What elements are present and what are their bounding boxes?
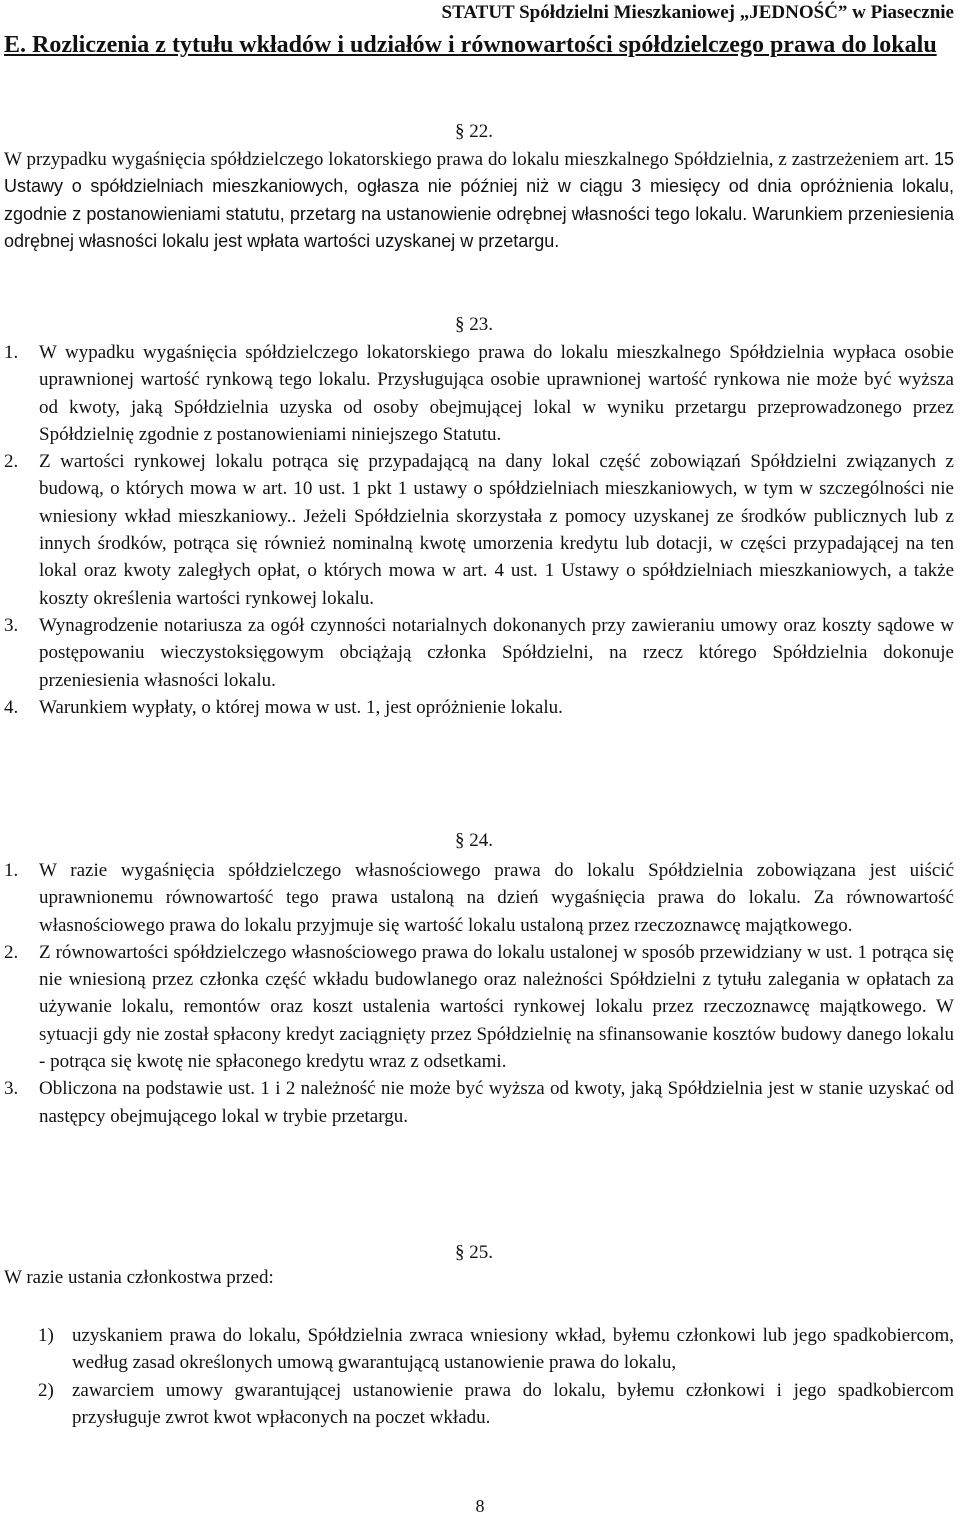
list-item-number: 1): [38, 1325, 54, 1346]
running-header: STATUT Spółdzielni Mieszkaniowej „JEDNOŚĆ” w Piasecznie: [441, 2, 954, 23]
list-item-text: Warunkiem wypłaty, o której mowa w ust. 1, jest opróżnienie lokalu.: [39, 696, 563, 718]
list-item-number: 1.: [4, 342, 19, 363]
list-item: [4, 612, 954, 694]
list-item: [38, 1377, 954, 1432]
list-item-number: 2.: [4, 451, 19, 473]
list-item-text: Z równowartości spółdzielczego własnościowego prawa do lokalu ustalonej w sposób przewidziany w ust. 1 potrąca się nie wniesioną przez członka część wkładu budowlanego oraz należności Spółdzielni z tytułu zalegania w opłatach za używanie lokalu, remontów oraz koszt ustalenia wartości rynkowej lokalu przez rzeczoznawcę majątkowego. W sytuacji gdy nie został spłacony kredyt zaciągnięty przez Spółdzielnię na sfinansowanie kosztów budowy danego lokalu - potrąca się kwotę nie spłaconego kredytu wraz z odsetkami.: [39, 941, 954, 1073]
list-item-text: uzyskaniem prawa do lokalu, Spółdzielnia zwraca wniesiony wkład, byłemu członkowi lub jego spadkobiercom, według zasad określonych umową gwarantującą ustanowienie prawa do lokalu,: [72, 1325, 954, 1374]
paragraph-22-text: [4, 146, 954, 255]
paragraph-22-mark: § 22.: [455, 121, 493, 142]
list-item: [38, 1322, 954, 1377]
list-item: [4, 939, 954, 1075]
list-item: [4, 339, 954, 448]
list-item-number: 1.: [4, 860, 19, 881]
paragraph-25-intro: W razie ustania członkostwa przed:: [4, 1267, 274, 1288]
list-item: [4, 857, 954, 939]
paragraph-23-list: [4, 339, 954, 721]
list-item-number: 4.: [4, 696, 19, 718]
paragraph-24-list: [4, 857, 954, 1130]
paragraph-22-text-serif: W przypadku wygaśnięcia spółdzielczego lokatorskiego prawa do lokalu mieszkalnego Spółdzielnia, z zastrzeżeniem art.: [4, 149, 934, 170]
paragraph-23-mark: § 23.: [455, 314, 493, 335]
list-item-number: 3.: [4, 614, 19, 636]
list-item: [4, 448, 954, 612]
section-title: E. Rozliczenia z tytułu wkładów i udziałów i równowartości spółdzielczego prawa do lokalu: [4, 32, 937, 58]
list-item-text: Obliczona na podstawie ust. 1 i 2 należność nie może być wyższa od kwoty, jaką Spółdzielnia jest w stanie uzyskać od następcy obejmującego lokal w trybie przetargu.: [39, 1078, 954, 1127]
list-item-text: W wypadku wygaśnięcia spółdzielczego lokatorskiego prawa do lokalu mieszkalnego Spółdzielnia wypłaca osobie uprawnionej wartość rynkową tego lokalu. Przysługująca osobie uprawnionej wartość rynkowa nie może być wyższa od kwoty, jaką Spółdzielnia uzyska od osoby obejmującej lokal w wyniku przetargu przeprowadzonego przez Spółdzielnię zgodnie z postanowieniami niniejszego Statutu.: [39, 342, 954, 445]
list-item: [4, 1075, 954, 1130]
paragraph-25-mark: § 25.: [455, 1242, 493, 1263]
list-item-number: 3.: [4, 1078, 19, 1100]
list-item: [4, 694, 954, 721]
paragraph-22-text-sans: 15 Ustawy o spółdzielniach mieszkaniowych, ogłasza nie później niż w ciągu 3 miesięcy od dnia opróżnienia lokalu, zgodnie z postanowieniami statutu, przetarg na ustanowienie odrębnej własności tego lokalu. Warunkiem przeniesienia odrębnej własności lokalu jest wpłata wartości uzyskanej w przetargu.: [4, 149, 954, 251]
page-number: 8: [475, 1496, 485, 1516]
list-item-text: Z wartości rynkowej lokalu potrąca się przypadającą na dany lokal część zobowiązań Spółdzielni związanych z budową, o których mowa w art. 10 ust. 1 pkt 1 ustawy o spółdzielniach mieszkaniowych, w tym w szczególności nie wniesiony wkład mieszkaniowy.. Jeżeli Spółdzielnia skorzystała z pomocy uzyskanej ze środków publicznych lub z innych środków, potrąca się również nominalną kwotę umorzenia kredytu lub dotacji, w części przypadającej na ten lokal oraz kwoty zaległych opłat, o których mowa w art. 4 ust. 1 Ustawy o spółdzielniach mieszkaniowych, a także koszty określenia wartości rynkowej lokalu.: [39, 451, 954, 609]
list-item-text: W razie wygaśnięcia spółdzielczego własnościowego prawa do lokalu Spółdzielnia zobowiązana jest uiścić uprawnionemu równowartość tego prawa ustaloną na dzień wygaśnięcia prawa do lokalu. Za równowartość własnościowego prawa do lokalu przyjmuje się wartość lokalu ustaloną przez rzeczoznawcę majątkowego.: [39, 860, 954, 936]
list-item-number: 2.: [4, 941, 19, 963]
list-item-text: Wynagrodzenie notariusza za ogół czynności notarialnych dokonanych przy zawieraniu umowy oraz koszty sądowe w postępowaniu wieczystoksięgowym obciążają członka Spółdzielni, na rzecz którego Spółdzielnia dokonuje przeniesienia własności lokalu.: [39, 614, 954, 691]
paragraph-24-mark: § 24.: [455, 830, 493, 851]
list-item-text: zawarciem umowy gwarantującej ustanowienie prawa do lokalu, byłemu członkowi i jego spadkobiercom przysługuje zwrot kwot wpłaconych na poczet wkładu.: [72, 1379, 954, 1428]
paragraph-25-list: [38, 1322, 954, 1431]
list-item-number: 2): [38, 1379, 54, 1401]
